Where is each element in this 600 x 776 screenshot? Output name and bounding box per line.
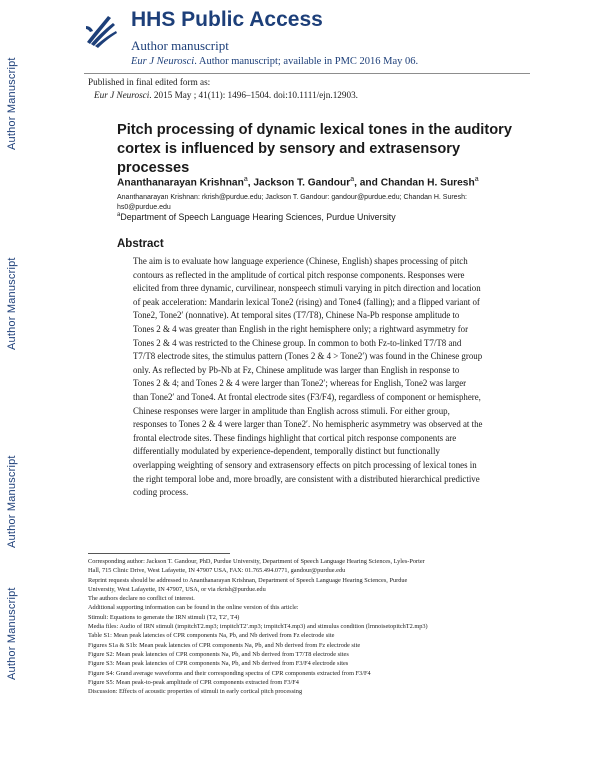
header-title: HHS Public Access <box>131 8 323 31</box>
author-manuscript-label: Author Manuscript <box>6 57 18 150</box>
footnote-line: University, West Lafayette, IN 47907, USA, or via rkrish@purdue.edu <box>88 585 266 593</box>
abstract-line: overlapping weighting of sensory and extrasensory effects on pitch processing of lexical tones in <box>133 459 477 470</box>
author-list <box>117 176 479 188</box>
footnote-line: Corresponding author: Jackson T. Gandour, PhD, Purdue University, Department of Speech Language Hearing Sciences, Lyles-Porter <box>88 558 425 565</box>
abstract-line: elicited from three dynamic, curvilinear, nonspeech stimuli varying in pitch direction and location <box>133 283 481 294</box>
abstract-line: Tones 2 & 4 was restricted to the Chinese group. In common to both Fz-to-linked T7/T8 and <box>133 337 462 348</box>
author-name: Chandan H. Suresh <box>380 177 475 189</box>
abstract-line: the right temporal lobe and, more broadly, are consistent with a distributed hierarchical predictive <box>133 473 480 484</box>
hhs-eagle-icon <box>84 12 118 50</box>
author-affiliation-mark: a <box>474 176 479 183</box>
abstract-line: than Tone2′ and Tone4. At frontal electrode sites (F3/F4), regardless of component or hemisphere, <box>133 391 481 402</box>
footnote-line: Stimuli: Equations to generate the IRN stimuli (T2, T2′, T4) <box>88 613 240 621</box>
footnote-line: Table S1: Mean peak latencies of CPR components Na, Pb, and Nb derived from Fz electrode site <box>88 632 335 640</box>
published-in-label: Published in final edited form as: <box>88 77 211 87</box>
abstract-line: coding process. <box>133 487 189 498</box>
abstract-line: frontal electrode sites. These findings highlight that cortical pitch response components are <box>133 432 457 443</box>
affiliation-mark: a <box>117 212 121 219</box>
footnote-line: Discussion: Effects of acoustic properties of stimuli in early cortical pitch processing <box>88 688 303 696</box>
abstract-line: The aim is to evaluate how language experience (Chinese, English) shapes processing of pitch <box>133 256 468 266</box>
abstract-line: differentially modulated by experience-dependent, temporally distinct but functionally <box>133 446 440 457</box>
footnote-line: Additional supporting information can be found in the online version of this article: <box>88 604 299 612</box>
header-journal-name: Eur J Neurosci <box>131 56 195 67</box>
author-affiliation-mark: a <box>350 176 355 183</box>
abstract-line: T7/T8 electrode sites, the stimulus pattern (Tones 2 & 4 > Tone2′) was found in the Chinese group <box>133 351 483 362</box>
abstract-line: Tone2, Tone2′ (nonnative). At temporal sites (T7/T8), Chinese Na-Pb response amplitude to <box>133 310 460 321</box>
author-name: Jackson T. Gandour <box>253 177 351 189</box>
footnote-line: Figure S4: Grand average waveforms and their corresponding spectra of CPR components extracted from F3/F4 <box>88 669 371 677</box>
abstract-line: Tones 2 & 4; and Tones 2 & 4 were larger than Tone2′; whereas for English, Tone2 was larger <box>133 378 467 389</box>
footnote-line: Hall, 715 Clinic Drive, West Lafayette, IN 47907 USA, FAX: 01.765.494.0771, gandour@purdue.edu <box>88 567 346 575</box>
footnote-line: Figure S2: Mean peak latencies of CPR components Na, Pb, and Nb derived from T7/T8 electrode sites <box>88 650 349 658</box>
author-manuscript-label: Author Manuscript <box>6 587 18 680</box>
author-manuscript-label: Author Manuscript <box>6 455 18 548</box>
header-availability: . Author manuscript; available in PMC 2016 May 06. <box>194 56 419 67</box>
affiliation-text: Department of Speech Language Hearing Sciences, Purdue University <box>120 212 396 222</box>
abstract-line: responses to Tones 2 & 4 were larger than Tone2′. No hemispheric asymmetry was observed at the <box>133 419 483 430</box>
footnote-line: The authors declare no conflict of interest. <box>88 595 195 603</box>
footnote-line: Figure S5: Mean peak-to-peak amplitude of CPR components extracted from F3/F4 <box>88 678 299 686</box>
footnote-line: Figure S3: Mean peak latencies of CPR components Na, Pb, and Nb derived from F3/F4 electrode sites <box>88 660 349 668</box>
abstract-heading: Abstract <box>117 238 164 250</box>
author-affiliation-mark: a <box>243 176 248 183</box>
footnote-line: Figures S1a & S1b: Mean peak latencies of CPR components Na, Pb, and Nb derived from Fz electrode site <box>88 641 361 649</box>
author-manuscript-label: Author Manuscript <box>6 257 18 350</box>
citation-details: . 2015 May ; 41(11): 1496–1504. doi:10.1111/ejn.12903. <box>149 90 358 100</box>
footnote-divider <box>88 553 230 554</box>
affiliation <box>117 212 396 222</box>
footnote-line: Media files: Audio of IRN stimuli (irnpitchT2.mp3; irnpitchT2′.mp3; irnpitchT4.mp3) and stimulus condition (lrnnoisetopitchT2.mp3) <box>88 623 428 631</box>
abstract-line: contours as reflected in the amplitude of cortical pitch response components. Responses were <box>133 269 465 280</box>
author-separator: , <box>247 177 254 189</box>
abstract-line: of peak acceleration: Mandarin lexical Tone2 (rising) and Tone4 (falling); and a flipped variant of <box>133 296 480 307</box>
header-subtitle: Author manuscript <box>131 38 229 53</box>
author-name: Ananthanarayan Krishnan <box>117 177 244 189</box>
footnotes <box>88 557 528 696</box>
author-emails: Ananthanarayan Krishnan: rkrish@purdue.edu; Jackson T. Gandour: gandour@purdue.edu; Chandan H. Suresh: hs0@purdue.edu <box>117 194 467 211</box>
citation-line <box>94 90 358 100</box>
article-title: Pitch processing of dynamic lexical tones in the auditory cortex is influenced by sensory and extrasensory processes <box>117 122 512 176</box>
header-divider <box>84 73 530 74</box>
abstract-line: Chinese responses were larger in amplitude than English across stimuli. For either group, <box>133 405 450 416</box>
author-separator: , and <box>354 177 381 189</box>
abstract-line: only. As reflected by Pb-Nb at Fz, Chinese amplitude was larger than English in response to <box>133 364 460 375</box>
abstract-line: Tones 2 & 4 was greater than English in the right hemisphere only; a rightward asymmetry for <box>133 323 469 334</box>
footnote-line: Reprint requests should be addressed to Ananthanarayan Krishnan, Department of Speech Language Hearing Sciences, Purdue <box>88 576 408 584</box>
abstract-body <box>133 255 505 500</box>
citation-journal: Eur J Neurosci <box>94 90 150 100</box>
header-journal-line <box>131 56 418 67</box>
